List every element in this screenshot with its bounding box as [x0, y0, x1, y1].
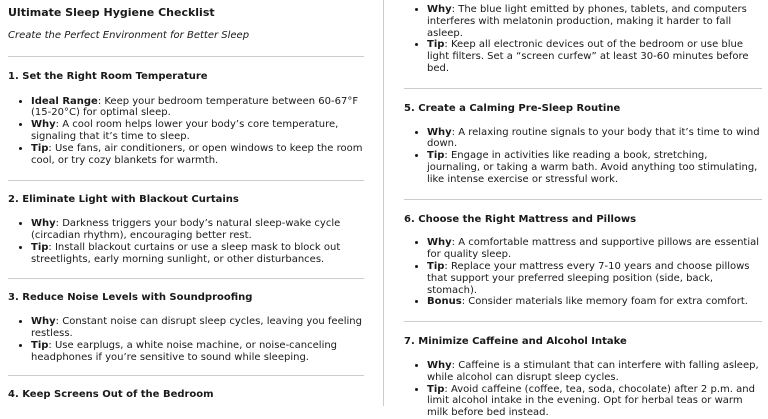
item-label: Why	[31, 316, 56, 328]
section-screens-heading	[8, 389, 364, 401]
section-blackout-curtains	[8, 194, 364, 265]
list-item	[427, 261, 762, 296]
list-item	[31, 316, 364, 340]
checklist	[31, 218, 364, 265]
item-label: Tip	[427, 260, 445, 272]
item-text: : Darkness triggers your body’s natural sleep-wake cycle (circadian rhythm), encouraging better rest.	[31, 218, 341, 241]
section-soundproofing	[8, 292, 364, 363]
divider	[8, 180, 364, 181]
divider	[8, 56, 364, 57]
item-label: Tip	[31, 339, 49, 351]
section-mattress-pillows	[404, 214, 762, 309]
item-label: Why	[31, 218, 56, 230]
list-item	[427, 150, 762, 185]
page-title: Ultimate Sleep Hygiene Checklist	[8, 6, 215, 19]
column-divider	[383, 0, 384, 406]
list-item	[31, 143, 364, 167]
list-item	[427, 127, 762, 151]
section-heading: 4. Keep Screens Out of the Bedroom	[8, 389, 214, 401]
list-item	[427, 4, 762, 39]
item-label: Ideal Range	[31, 95, 98, 107]
item-text: : Caffeine is a stimulant that can interfere with falling asleep, while alcohol can disrupt sleep cycles.	[427, 359, 759, 383]
item-text: : The blue light emitted by phones, tablets, and computers interferes with melatonin production, making it harder to fall asleep.	[427, 4, 747, 39]
item-text: : Install blackout curtains or use a sleep mask to block out streetlights, early morning sunlight, or other disturbances.	[31, 241, 341, 265]
section-screens-continued	[404, 4, 762, 75]
item-text: : Keep all electronic devices out of the bedroom or use blue light filters. Set a “screen curfew” at least 30-60 minutes before bed.	[427, 39, 749, 74]
item-text: : A relaxing routine signals to your body that it’s time to wind down.	[427, 126, 760, 150]
section-heading: 1. Set the Right Room Temperature	[8, 70, 208, 82]
item-label: Why	[427, 4, 452, 15]
list-item	[427, 39, 762, 74]
item-label: Tip	[427, 39, 445, 51]
list-item	[31, 218, 364, 242]
item-text: : A cool room helps lower your body’s core temperature, signaling that it’s time to sleep.	[31, 119, 339, 142]
divider	[404, 199, 762, 200]
list-item	[31, 242, 364, 266]
item-label: Bonus	[427, 296, 462, 308]
divider	[404, 88, 762, 89]
list-item	[427, 237, 762, 261]
item-text: : Keep your bedroom temperature between 60-67°F (15-20°C) for optimal sleep.	[31, 95, 359, 119]
item-text: : A comfortable mattress and supportive pillows are essential for quality sleep.	[427, 237, 760, 261]
item-label: Why	[31, 119, 56, 131]
checklist	[427, 127, 762, 186]
item-label: Why	[427, 359, 452, 371]
checklist	[427, 237, 762, 308]
section-heading: 2. Eliminate Light with Blackout Curtains	[8, 194, 239, 206]
item-label: Why	[427, 237, 452, 249]
item-label: Tip	[31, 241, 49, 253]
checklist	[427, 4, 762, 75]
divider	[8, 278, 364, 279]
item-text: : Avoid caffeine (coffee, tea, soda, chocolate) after 2 p.m. and limit alcohol intake in the evening. Opt for herbal teas or warm milk before bed instead.	[427, 383, 755, 419]
right-column	[404, 0, 762, 419]
item-label: Tip	[427, 150, 445, 162]
section-heading: 6. Choose the Right Mattress and Pillows	[404, 213, 637, 225]
item-text: : Consider materials like memory foam for extra comfort.	[461, 296, 748, 308]
section-pre-sleep-routine	[404, 103, 762, 186]
item-text: : Constant noise can disrupt sleep cycles, leaving you feeling restless.	[31, 316, 362, 339]
checklist	[31, 316, 364, 363]
item-label: Why	[427, 126, 452, 138]
section-caffeine-alcohol	[404, 336, 762, 419]
list-item	[427, 360, 762, 384]
list-item	[31, 119, 364, 143]
item-label: Tip	[31, 142, 49, 154]
item-label: Tip	[427, 383, 445, 395]
section-heading: 7. Minimize Caffeine and Alcohol Intake	[404, 336, 627, 348]
checklist	[427, 360, 762, 419]
item-text: : Use earplugs, a white noise machine, or noise-canceling headphones if you’re sensitive to sound while sleeping.	[31, 339, 338, 363]
page-subtitle: Create the Perfect Environment for Better Sleep	[8, 29, 250, 41]
list-item	[427, 384, 762, 419]
item-text: : Engage in activities like reading a book, stretching, journaling, or taking a warm bath. Avoid anything too stimulating, like intense exercise or stressful work.	[427, 150, 758, 185]
divider	[8, 375, 364, 376]
left-column	[8, 0, 364, 406]
item-text: : Use fans, air conditioners, or open windows to keep the room cool, or try cozy blankets for warmth.	[31, 142, 363, 166]
list-item	[31, 340, 364, 364]
section-room-temperature	[8, 71, 364, 167]
divider	[404, 321, 762, 322]
list-item	[31, 96, 364, 120]
item-text: : Replace your mattress every 7-10 years and choose pillows that support your preferred sleeping position (side, back, stomach).	[427, 260, 750, 296]
checklist	[31, 96, 364, 167]
list-item	[427, 296, 762, 308]
section-heading: 3. Reduce Noise Levels with Soundproofing	[8, 292, 253, 304]
section-heading: 5. Create a Calming Pre-Sleep Routine	[404, 102, 621, 114]
